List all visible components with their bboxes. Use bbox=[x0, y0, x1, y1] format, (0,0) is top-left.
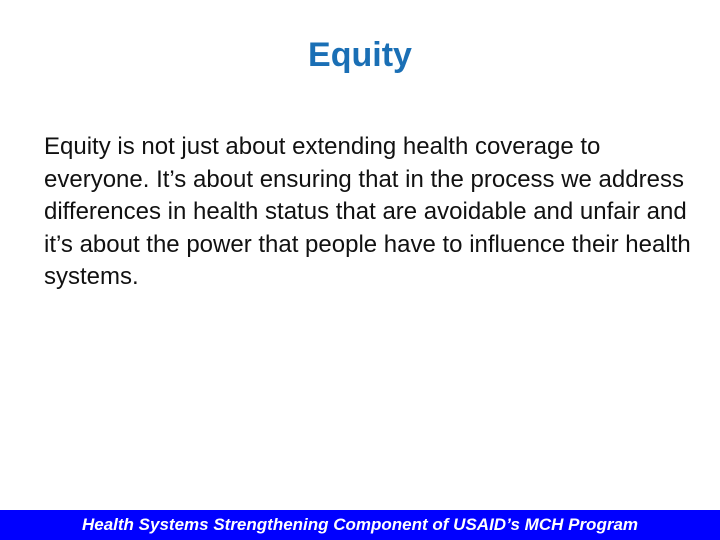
slide-body-text: Equity is not just about extending health coverage to everyone. It’s about ensuring that in the process we address differences in health status that are avoidable and unfair and it’s about the power that people have to influence their health systems. bbox=[44, 133, 691, 290]
slide-title: Equity bbox=[308, 36, 412, 74]
footer-text: Health Systems Strengthening Component of USAID’s MCH Program bbox=[81, 515, 639, 534]
footer-bar bbox=[0, 510, 720, 540]
